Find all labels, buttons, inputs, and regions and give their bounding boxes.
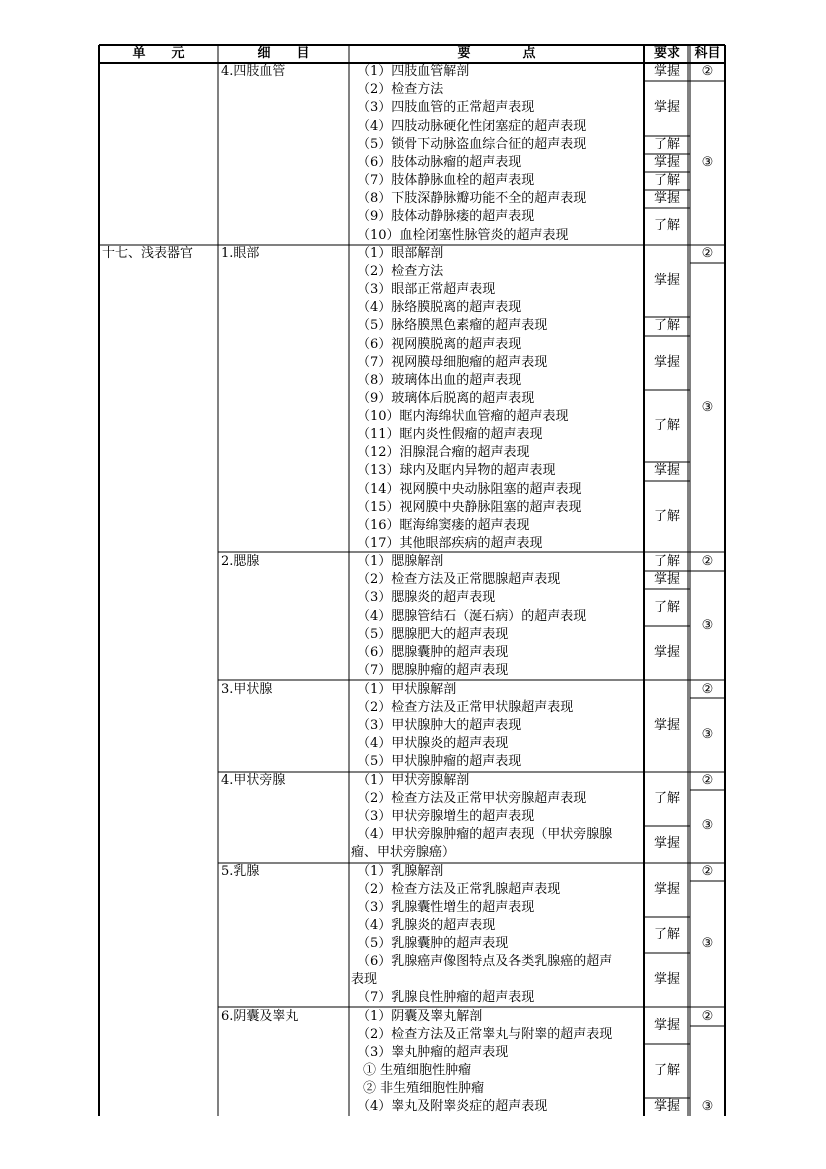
point-line: （6）视网膜脱离的超声表现 [357,337,522,352]
point-line: （5）乳腺囊肿的超声表现 [357,936,509,951]
detail-item: 4.甲状旁腺 [221,773,286,788]
requirement-cell: 了解 [653,791,680,806]
subject-cell: ③ [701,727,714,742]
requirement-cell: 掌握 [653,836,680,851]
point-line: （7）乳腺良性肿瘤的超声表现 [357,990,535,1005]
unit-title: 十七、浅表器官 [102,246,194,261]
point-line: （1）甲状腺解剖 [357,682,457,697]
subject-cell: ③ [701,155,714,170]
subject-cell: ③ [701,400,714,415]
requirement-cell: 掌握 [653,273,680,288]
point-line: （4）乳腺炎的超声表现 [357,918,496,933]
point-line: （1）阴囊及睾丸解剖 [357,1009,483,1024]
subject-cell: ② [701,682,714,697]
subject-cell: ③ [701,818,714,833]
header-subject: 科目 [694,46,721,61]
point-line: （1）眼部解剖 [357,246,444,261]
subject-cell: ③ [701,618,714,633]
point-line: （1）四肢血管解剖 [357,64,470,79]
point-line: （5）腮腺肥大的超声表现 [357,627,509,642]
detail-item: 1.眼部 [221,246,260,261]
point-line: （5）锁骨下动脉盗血综合征的超声表现 [357,137,587,152]
point-line: （9）肢体动静脉瘘的超声表现 [357,209,535,224]
point-line: （17）其他眼部疾病的超声表现 [357,536,543,551]
requirement-cell: 掌握 [653,1018,680,1033]
point-line: （3）腮腺炎的超声表现 [357,590,496,605]
header-points: 要 点 [457,46,536,61]
requirement-cell: 了解 [653,418,680,433]
detail-item: 2.腮腺 [221,554,260,569]
requirement-cell: 掌握 [653,972,680,987]
requirement-cell: 掌握 [653,64,680,79]
point-line: （13）球内及眶内异物的超声表现 [357,463,556,478]
requirement-cell: 了解 [653,600,680,615]
point-line: （15）视网膜中央静脉阻塞的超声表现 [357,500,582,515]
subject-cell: ③ [701,936,714,951]
point-line: （3）乳腺囊性增生的超声表现 [357,900,535,915]
detail-item: 6.阴囊及睾丸 [221,1009,299,1024]
requirement-cell: 了解 [653,318,680,333]
point-line: （1）乳腺解剖 [357,864,444,879]
point-line: （8）下肢深静脉瓣功能不全的超声表现 [357,191,587,206]
point-line: （4）腮腺管结石（涎石病）的超声表现 [357,609,587,624]
point-line: （5）脉络膜黑色素瘤的超声表现 [357,318,548,333]
requirement-cell: 了解 [653,509,680,524]
requirement-cell: 掌握 [653,463,680,478]
requirement-cell: 掌握 [653,1099,680,1114]
point-line: （16）眶海绵窦瘘的超声表现 [357,518,530,533]
point-line: 表现 [351,972,378,987]
point-line: （7）腮腺肿瘤的超声表现 [357,663,509,678]
point-line: （3）睾丸肿瘤的超声表现 [357,1045,509,1060]
requirement-cell: 掌握 [653,718,680,733]
point-line: （7）肢体静脉血栓的超声表现 [357,173,535,188]
requirement-cell: 了解 [653,554,680,569]
point-line: （14）视网膜中央动脉阻塞的超声表现 [357,482,582,497]
subject-cell: ② [701,64,714,79]
point-line: （10）血栓闭塞性脉管炎的超声表现 [357,228,569,243]
detail-item: 3.甲状腺 [221,682,273,697]
point-line: （4）甲状腺炎的超声表现 [357,736,509,751]
point-line: （8）玻璃体出血的超声表现 [357,373,522,388]
point-line: （4）睾丸及附睾炎症的超声表现 [357,1099,548,1114]
requirement-cell: 掌握 [653,882,680,897]
requirement-cell: 了解 [653,1063,680,1078]
point-line: （2）检查方法及正常甲状腺超声表现 [357,700,574,715]
point-line: （1）甲状旁腺解剖 [357,773,470,788]
subject-cell: ② [701,864,714,879]
header-requirement: 要求 [653,46,680,61]
point-line: （9）玻璃体后脱离的超声表现 [357,391,535,406]
subject-cell: ③ [701,1099,714,1114]
requirement-cell: 了解 [653,137,680,152]
point-line: （2）检查方法及正常腮腺超声表现 [357,572,561,587]
point-line: （2）检查方法 [357,82,444,97]
point-line: （2）检查方法及正常甲状旁腺超声表现 [357,791,587,806]
point-line: （11）眶内炎性假瘤的超声表现 [357,427,543,442]
subject-cell: ② [701,246,714,261]
requirement-cell: 掌握 [653,155,680,170]
point-line: （4）甲状旁腺肿瘤的超声表现（甲状旁腺腺 [357,827,613,842]
point-line: （3）甲状腺肿大的超声表现 [357,718,522,733]
requirement-cell: 掌握 [653,100,680,115]
subject-cell: ② [701,554,714,569]
point-line: （5）甲状腺肿瘤的超声表现 [357,754,522,769]
requirement-cell: 了解 [653,173,680,188]
point-line: （4）四肢动脉硬化性闭塞症的超声表现 [357,119,587,134]
point-line: （12）泪腺混合瘤的超声表现 [357,445,530,460]
point-line: （2）检查方法 [357,264,444,279]
requirement-cell: 了解 [653,218,680,233]
requirement-cell: 掌握 [653,355,680,370]
subject-cell: ② [701,773,714,788]
requirement-cell: 掌握 [653,645,680,660]
point-line: （4）脉络膜脱离的超声表现 [357,300,522,315]
requirement-cell: 掌握 [653,572,680,587]
header-unit: 单 元 [132,46,185,61]
point-line: （2）检查方法及正常乳腺超声表现 [357,882,561,897]
point-line: （3）眼部正常超声表现 [357,282,496,297]
point-line: （3）四肢血管的正常超声表现 [357,100,535,115]
point-line: （10）眶内海绵状血管瘤的超声表现 [357,409,569,424]
point-line: （6）乳腺癌声像图特点及各类乳腺癌的超声 [357,954,613,969]
detail-item: 4.四肢血管 [221,64,286,79]
point-line: （7）视网膜母细胞瘤的超声表现 [357,355,548,370]
requirement-cell: 了解 [653,927,680,942]
point-line: （2）检查方法及正常睾丸与附睾的超声表现 [357,1027,613,1042]
point-line: （6）腮腺囊肿的超声表现 [357,645,509,660]
requirement-cell: 掌握 [653,191,680,206]
point-line: （3）甲状旁腺增生的超声表现 [357,809,535,824]
header-detail: 细 目 [257,46,310,61]
subject-cell: ② [701,1009,714,1024]
point-line: （6）肢体动脉瘤的超声表现 [357,155,522,170]
point-line: 瘤、甲状旁腺癌） [351,845,456,860]
point-line: ① 生殖细胞性肿瘤 [363,1063,472,1078]
detail-item: 5.乳腺 [221,864,260,879]
point-line: ② 非生殖细胞性肿瘤 [363,1081,485,1096]
point-line: （1）腮腺解剖 [357,554,444,569]
